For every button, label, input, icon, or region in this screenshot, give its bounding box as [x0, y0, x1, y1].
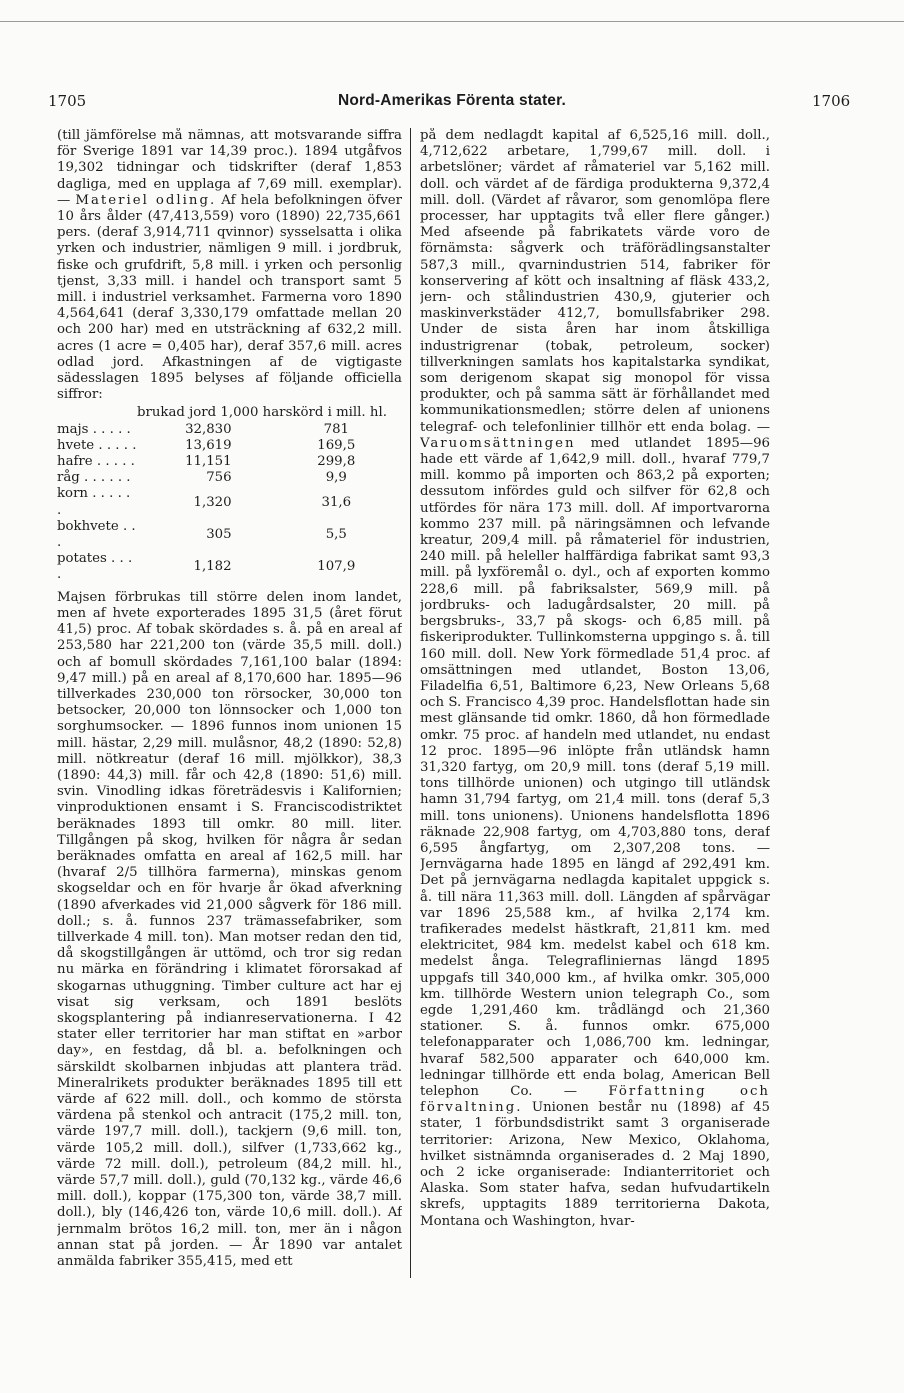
- section-heading: Materiel odling.: [75, 192, 217, 208]
- table-row: hafre . . . . . 11,151 299,8: [57, 454, 356, 470]
- text-run: Af hela befolkningen öfver 10 års ålder (47,413,559) voro (1890) 22,735,661 pers. (deraf 3,914,711 qvinnor) sysselsatta i olika yrken och industrier, nämligen 9 mill. i jordbruk, fiske och grufdrift, 5,8 mill. i yrken och personlig tjenst, 3,33 mill. i handel och transport samt 5 mill. i industriel verksamhet. Farmerna voro 1890 4,564,641 (deraf 3,330,179 omfattade mellan 20 och 200 har) med en utsträckning af 632,2 mill. acres (1 acre = 0,405 har), deraf 357,6 mill. acres odlad jord. Afkastningen af de vigtigaste sädesslagen 1895 belyses af följande officiella siffror:: [57, 192, 402, 403]
- column-header-area: brukad jord 1,000 har: [137, 405, 286, 421]
- page-number-right: 1706: [812, 92, 851, 110]
- table-row: majs . . . . . 32,830 781: [57, 421, 349, 437]
- text-run: (till jämförelse må nämnas, att motsvarande siffra för Sverige 1891 var 14,39 proc.). 1894 utgåfvos 19,302 tidningar och tidskrifter (deraf 1,853 dagliga, med en upplaga af 7,69 mill. exemplar). —: [57, 128, 402, 208]
- table-row: potates . . . . 1,182 107,9: [57, 551, 356, 583]
- text-run: med utlandet 1895—96 hade ett värde af 1,642,9 mill. doll., hvaraf 779,7 mill. kommo på importen och 863,2 på exporten; dessutom infördes guld och silfver för 62,8 och utfördes för nära 173 mill. doll. Af importvarorna kommo 237 mill. på näringsämnen och lefvande kreatur, 209,4 mill. på råmateriel för industrien, 240 mill. på heleller halffärdiga fabrikat samt 93,3 mill. på lyxföremål o. dyl., och af exporten kommo 228,6 mill. på fabriksalster, 569,9 mill. på jordbruks- och ladugårdsalster, 20 mill. på bergsbruks-, 33,7 på skogs- och 6,85 mill. på fiskeriprodukter. Tullinkomsterna uppgingo s. å. till 160 mill. doll. New York förmedlade 51,4 proc. af omsättningen med utlandet, Boston 13,06, Filadelfia 6,51, Baltimore 6,23, New Orleans 5,68 och S. Francisco 4,39 proc. Handelsflottan hade sin mest glänsande tid omkr. 1860, då hon förmedlade omkr. 75 proc. af handeln med utlandet, nu endast 12 proc. 1895—96 inlöpte från utländsk hamn 31,320 fartyg, om 20,9 mill. tons (deraf 5,19 mill. tons tillhörde unionen) och utgingo till utländsk hamn 31,794 fartyg, om 21,4 mill. tons (deraf 5,3 mill. tons unionens). Unionens handelsflotta 1896 räknade 22,908 fartyg, om 4,703,880 tons, deraf 6,595 ångfartyg, om 2,307,208 tons. — Jernvägarna hade 1895 en längd af 292,491 km. Det på jernvägarna nedlagda kapitalet uppgick s. å. till nära 11,363 mill. doll. Längden af spårvägar var 1896 25,588 km., af hvilka 2,174 km. trafikerades medelst hästkraft, 21,811 km. med elektricitet, 984 km. medelst kabel och 618 km. medelst ånga. Telegrafliniernas längd 1895 uppgafs till 340,000 km., af hvilka omkr. 305,000 km. tillhörde Western union telegraph Co., som egde 1,291,460 km. trådlängd och 21,360 stationer. S. å. funnos omkr. 675,000 telefonapparater och 1,086,700 km. ledningar, hvaraf 582,500 apparater och 640,000 km. ledningar tillhörde ett enda bolag, American Bell telephon Co. —: [420, 435, 770, 1099]
- crop-table-header: [57, 405, 387, 421]
- table-row: korn . . . . . . 1,320 31,6: [57, 486, 352, 518]
- right-column: [420, 128, 770, 1283]
- table-row: råg . . . . . . 756 9,9: [57, 470, 347, 486]
- page-number-left: 1705: [48, 92, 87, 110]
- column-header-harvest: skörd i mill. hl.: [285, 405, 387, 421]
- top-rule: [0, 21, 904, 22]
- paragraph: [420, 128, 770, 1230]
- paragraph: Majsen förbrukas till större delen inom landet, men af hvete exporterades 1895 31,5 (året förut 41,5) proc. Af tobak skördades s. å. på en areal af 253,580 har 221,200 ton (värde 35,5 mill. doll.) och af bomull skördades 7,161,100 balar (1894: 9,47 mill.) på en areal af 8,170,600 har. 1895—96 tillverkades 230,000 ton rörsocker, 30,000 ton betsocker, 20,000 ton lönnsocker och 1,000 ton sorghumsocker. — 1896 funnos inom unionen 15 mill. hästar, 2,29 mill. mulåsnor, 48,2 (1890: 52,8) mill. nötkreatur (deraf 16 mill. mjölkkor), 38,3 (1890: 44,3) mill. får och 42,8 (1890: 51,6) mill. svin. Vinodling idkas företrädesvis i Kalifornien; vinproduktionen ensamt i S. Franciscodistriktet beräknades 1893 till omkr. 80 mill. liter. Tillgången på skog, hvilken för några år sedan beräknades omfatta en areal af 162,5 mill. har (hvaraf 2/5 tillhöra farmerna), minskas genom skogseldar och en för hvarje år ökad afverkning (1890 afverkades vid 21,000 sågverk för 186 mill. doll.; s. å. funnos 237 trämassefabriker, som tillverkade 4 mill. ton). Man motser redan den tid, då skogstillgången är uttömd, och tror sig redan nu märka en förändring i klimatet förorsakad af skogarnas uthuggning. Timber culture act har ej visat sig verksam, och 1891 beslöts skogsplantering på indianreservationerna. I 42 stater eller territorier har man stiftat en »arbor day», en festdag, då bl. a. befolkningen och särskildt skolbarnen inbjudas att plantera träd. Mineralrikets produkter beräknades 1895 till ett värde af 622 mill. doll., och kommo de största värdena på stenkol och antracit (175,2 mill. ton, värde 197,7 mill. doll.), tackjern (9,6 mill. ton, värde 105,2 mill. doll.), silfver (1,733,662 kg., värde 72 mill. doll.), petroleum (84,2 mill. hl., värde 57,7 mill. doll.), guld (70,132 kg., värde 46,6 mill. doll.), koppar (175,300 ton, värde 38,7 mill. doll.), bly (146,426 ton, värde 10,6 mill. doll.). Af jernmalm brötos 16,2 mill. ton, mer än i någon annan stat på jorden. — År 1890 var antalet anmälda fabriker 355,415, med ett: [57, 589, 402, 1270]
- table-row: bokhvete . . . 305 5,5: [57, 518, 347, 551]
- paragraph: [57, 128, 402, 403]
- table-row: hvete . . . . . 13,619 169,5: [57, 437, 356, 453]
- crop-table: [57, 405, 387, 583]
- section-heading: Varuomsättningen: [420, 435, 576, 451]
- page-title: Nord-Amerikas Förenta stater.: [337, 92, 567, 109]
- left-column: [57, 128, 402, 1283]
- text-run: på dem nedlagdt kapital af 6,525,16 mill. doll., 4,712,622 arbetare, 1,799,67 mill. doll. i arbetslöner; värdet af råmateriel var 5,162 mill. doll. och värdet af de färdiga produkterna 9,372,4 mill. doll. (Värdet af råvaror, som genomlöpa flere processer, har upptagits två eller flere gånger.) Med afseende på fabrikatets värde voro de förnämsta: sågverk och träförädlingsanstalter 587,3 mill., qvarnindustrien 514, fabriker för konservering af kött och insaltning af fläsk 433,2, jern- och stålindustrien 430,9, gjuterier och maskinverkstäder 412,7, bomullsfabriker 298. Under de sista åren har inom åtskilliga industrigrenar (tobak, petroleum, socker) tillverkningen samlats hos kapitalstarka syndikat, som derigenom skapat sig monopol för vissa produkter, och på samma sätt är förhållandet med kommunikationsmedlen; större delen af unionens telegraf- och telefonlinier tillhör ett enda bolag. —: [420, 128, 770, 435]
- section-heading: Författning och förvaltning.: [420, 1083, 770, 1116]
- column-divider: [410, 128, 411, 1278]
- text-run: Unionen består nu (1898) af 45 stater, 1 förbundsdistrikt samt 3 organiserade territorier: Arizona, New Mexico, Oklahoma, hvilket sistnämnda organiserades d. 2 Maj 1890, och 2 icke organiserade: Indianterritoriet och Alaska. Som stater hafva, sedan hufvudartikeln skrefs, upptagits 1889 territorierna Dakota, Montana och Washington, hvar-: [420, 1100, 770, 1229]
